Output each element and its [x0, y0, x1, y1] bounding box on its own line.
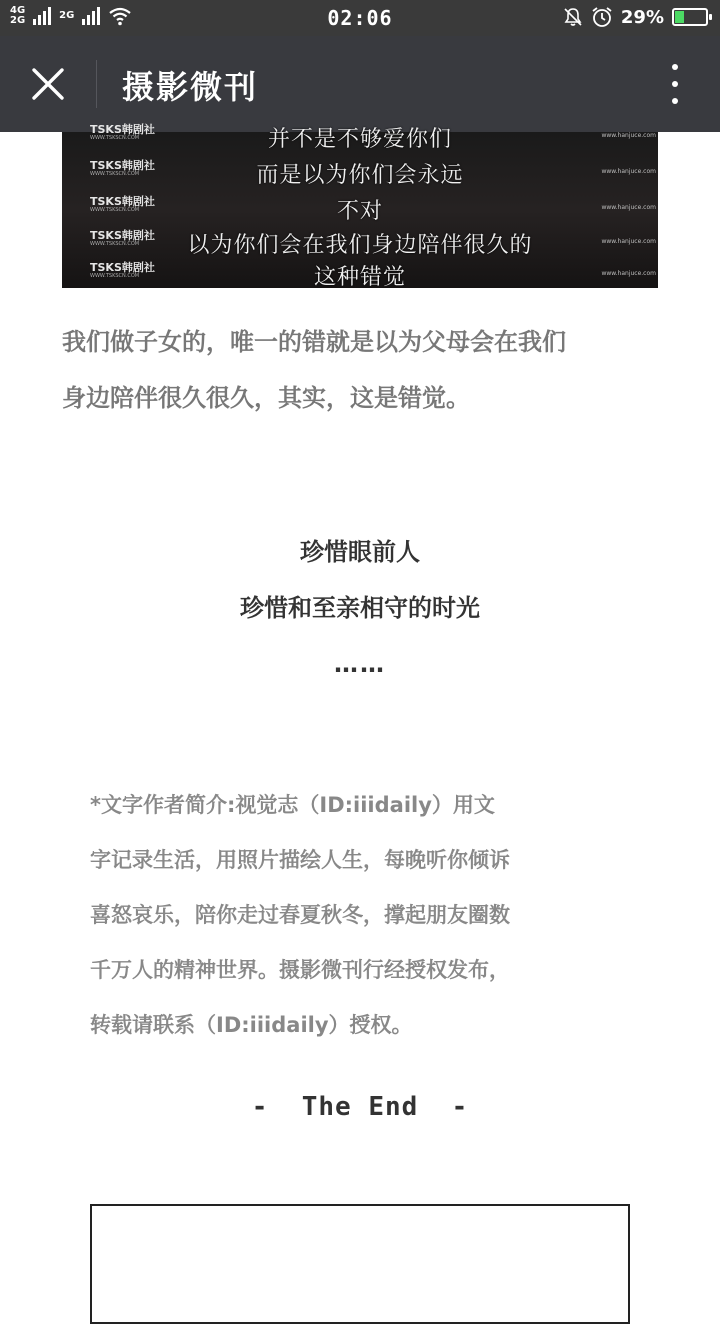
author-note-line: *文字作者简介:视觉志（ID:iiidaily）用文: [90, 793, 495, 817]
watermark-right: www.hanjuce.com: [601, 270, 656, 277]
center-quote: [0, 524, 720, 692]
network-type-top: 4G: [10, 5, 26, 16]
author-note-line: 转载请联系（ID:iiidaily）授权。: [90, 1013, 413, 1037]
film-still-row: [62, 228, 658, 260]
watermark-left: TSKS韩剧社 WWW.TSKSCN.COM: [90, 159, 155, 177]
the-end-label: - The End -: [251, 1092, 469, 1122]
center-ellipsis: ……: [334, 650, 386, 678]
subtitle-line: 这种错觉: [313, 265, 406, 290]
film-still-row: [62, 122, 658, 154]
paragraph-line: 身边陪伴很久很久，其实，这是错觉。: [62, 384, 470, 412]
more-vertical-icon-dot: [672, 98, 678, 104]
battery-fill: [675, 11, 684, 23]
watermark-right: www.hanjuce.com: [601, 238, 656, 245]
subtitle-line: 不对: [336, 199, 383, 224]
close-button[interactable]: [18, 54, 78, 114]
page-title: 摄影微刊: [122, 68, 259, 106]
author-note-line: 喜怒哀乐，陪你走过春夏秋冬，撑起朋友圈数: [90, 903, 510, 927]
article-content[interactable]: [0, 123, 720, 1280]
network-type-secondary-label: 2G: [59, 10, 75, 21]
watermark-right: www.hanjuce.com: [601, 132, 656, 139]
author-note: [90, 778, 630, 1053]
watermark-left: TSKS韩剧社 WWW.TSKSCN.COM: [90, 123, 155, 141]
watermark-left: TSKS韩剧社 WWW.TSKSCN.COM: [90, 195, 155, 213]
subtitle-line: 并不是不够爱你们: [267, 127, 452, 152]
subtitle-line: 而是以为你们会永远: [256, 163, 464, 188]
status-bar: [0, 0, 720, 36]
center-line: 珍惜眼前人: [300, 538, 420, 566]
watermark-left: TSKS韩剧社 WWW.TSKSCN.COM: [90, 261, 155, 279]
alarm-icon: [591, 6, 613, 28]
mute-bell-icon: [563, 7, 583, 27]
close-icon: [31, 67, 65, 101]
author-note-line: 千万人的精神世界。摄影微刊行经授权发布，: [90, 958, 510, 982]
network-type-bottom: 2G: [10, 15, 26, 26]
status-time: 02:06: [327, 6, 393, 30]
more-vertical-icon-dot: [672, 81, 678, 87]
subtitle-line: 以为你们会在我们身边陪伴很久的: [187, 233, 533, 258]
watermark-left: TSKS韩剧社 WWW.TSKSCN.COM: [90, 229, 155, 247]
bottom-frame: [90, 1204, 630, 1324]
status-right: [563, 6, 708, 28]
battery-percent: 29%: [620, 6, 664, 28]
more-vertical-icon: [672, 64, 678, 70]
header-divider: [96, 60, 97, 108]
film-still-image: [62, 123, 658, 290]
nav-header: [0, 36, 720, 132]
article-paragraph: [62, 314, 658, 426]
film-still-row: [62, 194, 658, 226]
paragraph-line: 我们做子女的，唯一的错就是以为父母会在我们: [62, 328, 566, 356]
watermark-right: www.hanjuce.com: [601, 168, 656, 175]
watermark-right: www.hanjuce.com: [601, 204, 656, 211]
center-line: 珍惜和至亲相守的时光: [240, 594, 480, 622]
battery-icon: [672, 8, 708, 26]
film-still-row: [62, 260, 658, 292]
more-button[interactable]: [660, 60, 690, 108]
author-note-line: 字记录生活，用照片描绘人生，每晚听你倾诉: [90, 848, 510, 872]
film-still-row: [62, 158, 658, 190]
